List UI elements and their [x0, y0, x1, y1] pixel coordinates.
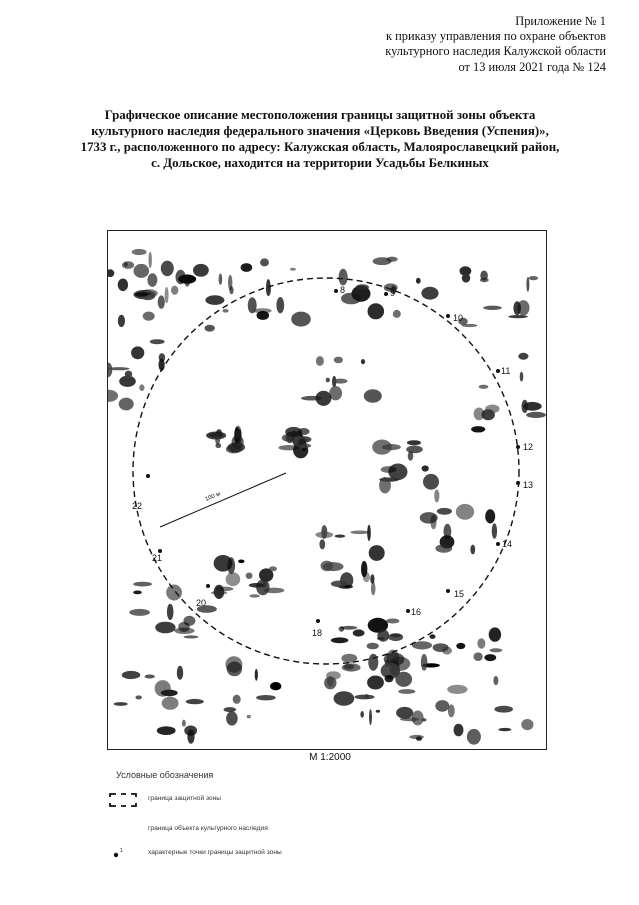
imagery-patch: [135, 695, 142, 699]
imagery-patch: [367, 676, 384, 690]
imagery-patch: [339, 269, 348, 286]
title-line-3: 1733 г., расположенного по адресу: Калужская область, Малоярославецкий район,: [80, 140, 560, 154]
imagery-patch: [477, 638, 485, 648]
imagery-patch: [456, 643, 465, 649]
imagery-patch: [372, 440, 392, 455]
imagery-patch: [119, 398, 134, 411]
imagery-patch: [122, 671, 141, 679]
boundary-point-label: 9: [390, 288, 396, 298]
imagery-patch: [492, 523, 497, 539]
radius-line: [160, 473, 286, 527]
title-line-2: культурного наследия федерального значения «Церковь Введения (Успения)»,: [91, 124, 549, 138]
imagery-patch: [235, 429, 241, 439]
imagery-patch: [409, 735, 424, 739]
imagery-patch: [386, 257, 397, 262]
boundary-point-marker: [316, 619, 320, 623]
imagery-patch: [479, 385, 489, 389]
boundary-point-marker: [206, 584, 210, 588]
boundary-point-marker: [334, 289, 338, 293]
imagery-patch: [150, 339, 165, 344]
imagery-patch: [219, 274, 223, 285]
imagery-patch: [385, 675, 394, 682]
boundary-point-label: 20: [196, 598, 207, 608]
imagery-patch: [223, 309, 229, 313]
imagery-patch: [406, 446, 423, 454]
imagery-patch: [270, 682, 281, 690]
imagery-patch: [447, 685, 467, 694]
imagery-patch: [205, 295, 224, 305]
imagery-patch: [386, 619, 399, 624]
imagery-patch: [335, 535, 346, 538]
imagery-patch: [183, 616, 195, 626]
imagery-patch: [321, 561, 334, 572]
document-title: [40, 107, 600, 171]
imagery-patch: [454, 724, 464, 737]
imagery-patch: [171, 286, 178, 295]
imagery-patch: [224, 707, 237, 712]
imagery-patch: [214, 555, 233, 572]
legend-label-boundary-points: характерные точки границы защитной зоны: [148, 849, 282, 856]
imagery-patch: [155, 680, 171, 697]
imagery-patch: [193, 264, 209, 277]
appendix-number: Приложение № 1: [515, 14, 606, 28]
imagery-patch: [518, 353, 528, 360]
imagery-patch: [139, 384, 144, 391]
boundary-point-marker: [516, 481, 520, 485]
appendix-date: от 13 июля 2021 года № 124: [458, 59, 606, 74]
boundary-point-label: 16: [411, 607, 422, 617]
boundary-point-marker: [496, 542, 500, 546]
imagery-patch: [165, 287, 169, 303]
imagery-patch: [216, 587, 234, 592]
imagery-patch: [371, 582, 376, 595]
imagery-patch: [228, 275, 232, 290]
imagery-patch: [298, 439, 305, 445]
boundary-point-marker: [146, 474, 150, 478]
boundary-point-marker: [446, 314, 450, 318]
imagery-patch: [108, 269, 114, 277]
imagery-patch: [118, 279, 128, 292]
imagery-patch: [147, 273, 157, 287]
legend-label-zone-boundary: граница защитной зоны: [148, 795, 221, 802]
boundary-point-label: 22: [132, 501, 143, 511]
imagery-patch: [407, 440, 421, 445]
imagery-patch: [521, 719, 533, 730]
imagery-patch: [233, 695, 241, 704]
title-line-4: с. Дольское, находится на территории Усадьбы Белкиных: [151, 156, 489, 170]
imagery-patch: [368, 303, 385, 319]
radius-label: 100 м: [204, 491, 222, 503]
imagery-patch: [114, 702, 128, 706]
imagery-patch: [149, 252, 152, 268]
imagery-patch: [333, 379, 347, 384]
imagery-patch: [315, 532, 333, 538]
imagery-patch: [290, 268, 296, 271]
imagery-patch: [393, 310, 401, 318]
imagery-patch: [370, 574, 374, 584]
map-canvas: [108, 231, 546, 749]
imagery-patch: [430, 634, 436, 639]
imagery-patch: [361, 561, 367, 577]
boundary-point-label: 8: [340, 285, 346, 295]
imagery-patch: [131, 346, 144, 359]
imagery-patch: [435, 700, 449, 712]
imagery-patch: [416, 278, 421, 284]
svg-text:1: 1: [120, 848, 123, 854]
imagery-patch: [225, 656, 242, 673]
boundary-point-marker: [496, 369, 500, 373]
imagery-patch: [291, 312, 311, 327]
appendix-agency: культурного наследия Калужской области: [385, 44, 606, 59]
imagery-patch: [340, 626, 357, 630]
imagery-patch: [176, 270, 186, 285]
imagery-patch: [480, 278, 489, 282]
protection-zone-boundary: [133, 278, 519, 664]
imagery-patch: [421, 287, 438, 300]
imagery-patch: [430, 515, 436, 530]
imagery-patch: [474, 652, 483, 661]
imagery-patch: [118, 315, 125, 327]
imagery-patch: [331, 637, 349, 643]
imagery-patch: [256, 695, 276, 700]
imagery-patch: [260, 258, 269, 266]
imagery-patch: [344, 664, 354, 669]
title-line-1: Графическое описание местоположения границы защитной зоны объекта: [104, 108, 536, 122]
imagery-patch: [484, 654, 496, 661]
imagery-patch: [437, 508, 452, 515]
imagery-patch: [462, 324, 478, 327]
boundary-point-icon: [108, 846, 144, 862]
imagery-patch: [205, 325, 215, 332]
imagery-patch: [133, 582, 152, 587]
boundary-point-label: 12: [523, 442, 534, 452]
boundary-point-label: 10: [453, 313, 464, 323]
imagery-patch: [238, 560, 244, 564]
imagery-patch: [471, 426, 485, 432]
imagery-patch: [226, 711, 238, 725]
imagery-patch: [122, 261, 134, 269]
imagery-patch: [108, 363, 112, 378]
legend-item-heritage-boundary: [108, 822, 408, 838]
imagery-patch: [369, 709, 372, 725]
imagery-patch: [493, 676, 498, 685]
imagery-patch: [360, 711, 364, 718]
imagery-patch: [276, 297, 284, 313]
imagery-patch: [520, 372, 524, 382]
imagery-patch: [485, 405, 499, 414]
boundary-point-marker: [384, 292, 388, 296]
boundary-point-label: 21: [152, 553, 163, 563]
boundary-point-marker: [516, 445, 520, 449]
imagery-patch: [248, 297, 257, 313]
legend-item-boundary-points: [108, 846, 408, 862]
appendix-order-ref: к приказу управления по охране объектов: [386, 29, 606, 44]
imagery-patch: [326, 671, 341, 679]
imagery-patch: [299, 431, 302, 437]
imagery-patch: [526, 277, 529, 292]
imagery-patch: [316, 391, 332, 406]
imagery-patch: [264, 588, 285, 594]
imagery-patch: [255, 669, 258, 681]
imagery-patch: [108, 390, 118, 402]
imagery-patch: [367, 525, 371, 541]
imagery-patch: [316, 356, 324, 366]
imagery-patch: [331, 581, 347, 588]
imagery-patch: [364, 389, 382, 402]
imagery-patch: [421, 654, 428, 671]
imagery-patch: [529, 276, 538, 280]
boundary-point-marker: [446, 589, 450, 593]
boundary-point-label: 11: [501, 366, 511, 376]
imagery-patch: [379, 477, 391, 493]
imagery-patch: [266, 282, 271, 296]
imagery-patch: [319, 539, 325, 549]
imagery-patch: [125, 371, 132, 378]
imagery-patch: [177, 666, 183, 680]
imagery-patch: [456, 504, 474, 520]
imagery-patch: [356, 284, 369, 290]
imagery-patch: [278, 445, 299, 450]
imagery-patch: [350, 531, 369, 535]
imagery-patch: [124, 262, 128, 267]
imagery-patch: [226, 572, 241, 586]
imagery-patch: [326, 378, 330, 383]
imagery-patch: [483, 306, 502, 310]
imagery-patch: [334, 357, 343, 364]
imagery-patch: [434, 489, 439, 502]
imagery-patch: [353, 629, 365, 636]
imagery-patch: [499, 728, 512, 731]
imagery-patch: [161, 261, 174, 277]
imagery-patch: [412, 717, 416, 723]
imagery-patch: [361, 359, 365, 364]
imagery-patch: [249, 594, 260, 597]
imagery-patch: [388, 633, 403, 641]
imagery-patch: [485, 509, 495, 523]
imagery-patch: [494, 706, 513, 713]
boundary-point-label: 15: [454, 589, 465, 599]
imagery-patch: [467, 729, 481, 745]
boundary-point-marker: [406, 609, 410, 613]
imagery-patch: [470, 545, 475, 555]
imagery-patch: [435, 544, 452, 553]
imagery-patch: [157, 726, 176, 735]
imagery-patch: [368, 654, 378, 671]
imagery-patch: [187, 730, 194, 744]
dashed-boundary-icon: [108, 792, 144, 808]
imagery-patch: [134, 264, 150, 278]
imagery-patch: [246, 573, 253, 579]
imagery-patch: [145, 675, 155, 679]
imagery-patch: [129, 609, 150, 616]
imagery-patch: [421, 718, 426, 721]
imagery-patch: [513, 301, 521, 315]
imagery-patch: [162, 697, 179, 710]
legend-label-heritage-boundary: граница объекта культурного наследия: [148, 825, 268, 832]
imagery-patch: [155, 622, 175, 634]
boundary-point-label: 14: [502, 539, 513, 549]
imagery-patch: [184, 635, 199, 638]
aerial-map: [107, 230, 547, 750]
imagery-patch: [135, 293, 148, 297]
map-scale: М 1:2000: [309, 752, 351, 763]
imagery-patch: [490, 648, 503, 652]
imagery-patch: [167, 604, 174, 620]
imagery-patch: [423, 474, 439, 490]
imagery-patch: [186, 699, 204, 704]
imagery-patch: [182, 720, 186, 727]
imagery-patch: [133, 591, 142, 595]
legend-item-zone-boundary: [108, 792, 408, 808]
aerial-imagery: [108, 249, 546, 745]
imagery-patch: [396, 707, 413, 719]
imagery-patch: [422, 465, 429, 471]
imagery-patch: [166, 585, 182, 601]
imagery-patch: [249, 583, 264, 588]
imagery-patch: [369, 545, 385, 561]
imagery-patch: [398, 689, 415, 694]
imagery-patch: [376, 710, 380, 713]
appendix-header: [385, 14, 606, 75]
imagery-patch: [489, 627, 501, 641]
imagery-patch: [355, 695, 375, 700]
imagery-patch: [526, 412, 546, 418]
imagery-patch: [442, 647, 452, 655]
imagery-patch: [247, 715, 251, 718]
boundary-point-label: 18: [312, 628, 323, 638]
imagery-patch: [367, 643, 379, 650]
imagery-patch: [462, 274, 470, 283]
imagery-patch: [269, 566, 277, 571]
legend-title: Условные обозначения: [116, 770, 214, 780]
imagery-patch: [132, 249, 147, 255]
boundary-point-label: 13: [523, 480, 534, 490]
imagery-patch: [211, 591, 227, 595]
imagery-patch: [508, 315, 527, 318]
imagery-patch: [241, 263, 253, 272]
imagery-patch: [377, 630, 389, 642]
imagery-patch: [143, 312, 155, 321]
imagery-patch: [257, 311, 270, 320]
imagery-patch: [158, 295, 165, 308]
imagery-patch: [334, 691, 355, 706]
imagery-patch: [523, 402, 542, 411]
imagery-patch: [215, 434, 220, 445]
